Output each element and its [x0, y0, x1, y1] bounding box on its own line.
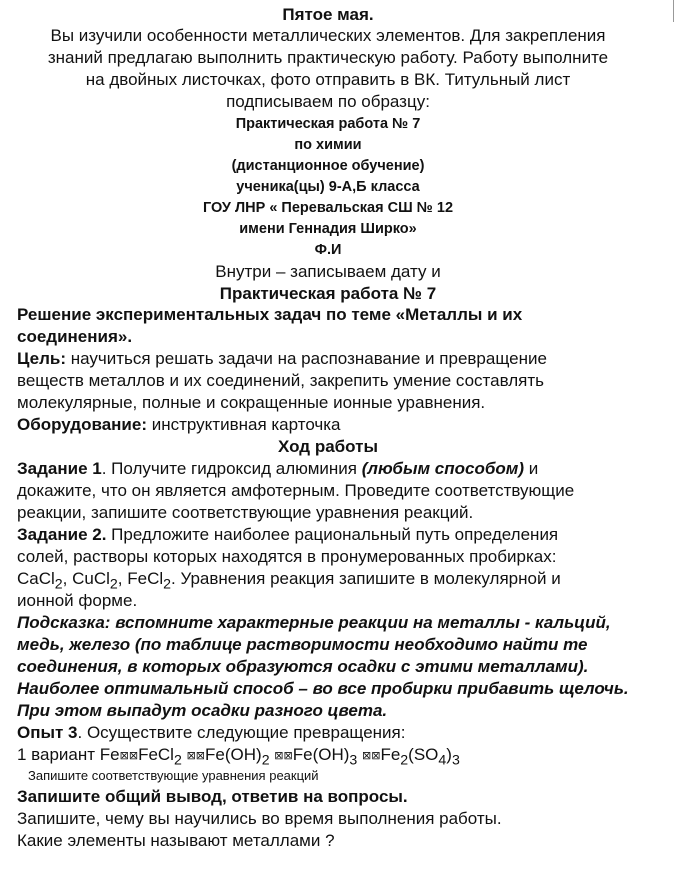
- task2-label: Задание 2.: [17, 525, 107, 544]
- formula-subscript: 2: [400, 752, 409, 769]
- arrow-placeholder-icon: ⊠⊠: [119, 750, 139, 762]
- title-sample-line: (дистанционное обучение): [231, 158, 425, 174]
- formula-subscript: 4: [438, 752, 447, 769]
- inside-note: Внутри – записываем дату и: [215, 262, 441, 281]
- task2-line: ионной форме.: [17, 591, 138, 610]
- arrow-placeholder-icon: ⊠⊠: [362, 750, 381, 762]
- formula-subscript: 2: [109, 576, 118, 593]
- formula-subscript: 3: [349, 752, 358, 769]
- chain-text: Fe(OH): [205, 745, 262, 764]
- question-line: Какие элементы называют металлами ?: [17, 831, 335, 850]
- conclusion-heading: Запишите общий вывод, ответив на вопросы.: [17, 787, 408, 806]
- chain-text: ): [446, 745, 452, 764]
- goal-label: Цель:: [17, 349, 66, 368]
- date-heading: Пятое мая.: [282, 5, 374, 24]
- question-line: Запишите, чему вы научились во время выполнения работы.: [17, 809, 502, 828]
- work-title: Практическая работа № 7: [219, 284, 437, 303]
- task2-text: . Уравнения реакция запишите в молекулярной и: [171, 569, 561, 588]
- formula-subscript: 2: [54, 576, 63, 593]
- formula-text: , CuCl: [62, 569, 110, 588]
- title-sample-line: ученика(цы) 9-А,Б класса: [236, 179, 420, 195]
- title-sample-line: Практическая работа № 7: [235, 116, 421, 132]
- goal-line: веществ металлов и их соединений, закрепить умение составлять: [17, 371, 544, 390]
- intro-line: подписываем по образцу:: [226, 92, 430, 111]
- experiment3-label: Опыт 3: [17, 723, 78, 742]
- formula-subscript: 2: [173, 752, 182, 769]
- formula-subscript: 2: [261, 752, 270, 769]
- experiment3-text: . Осуществите следующие превращения:: [77, 723, 406, 742]
- topic-line: Решение экспериментальных задач по теме «Металлы и их: [17, 305, 523, 324]
- task2-line: [17, 526, 558, 543]
- chain-text: 1 вариант Fe: [17, 745, 120, 764]
- title-sample-line: по химии: [294, 137, 362, 153]
- equipment-text: инструктивная карточка: [147, 415, 341, 434]
- goal-line: [17, 350, 547, 367]
- task1-line: [17, 460, 538, 477]
- arrow-placeholder-icon: ⊠⊠: [274, 750, 293, 762]
- goal-line: молекулярные, полные и сокращенные ионные уравнения.: [17, 393, 486, 412]
- chain-text: Fe(OH): [292, 745, 350, 764]
- equipment-line: [17, 416, 341, 433]
- formula-subscript: 3: [451, 752, 460, 769]
- formula-text: CaCl: [17, 569, 55, 588]
- task1-emphasis: (любым способом): [361, 459, 524, 478]
- chain-text: FeCl: [138, 745, 174, 764]
- intro-line: на двойных листочках, фото отправить в ВК. Титульный лист: [85, 70, 571, 89]
- title-sample-line: ГОУ ЛНР « Перевальская СШ № 12: [202, 200, 454, 216]
- page-corner-line: [673, 0, 674, 22]
- intro-line: знаний предлагаю выполнить практическую работу. Работу выполните: [47, 48, 609, 67]
- topic-line: соединения».: [17, 327, 133, 346]
- goal-text: научиться решать задачи на распознавание и превращение: [66, 349, 547, 368]
- task2-formula-line: [17, 570, 561, 592]
- task2-line: солей, растворы которых находятся в пронумерованных пробирках:: [17, 547, 557, 566]
- reaction-chain: [17, 746, 460, 768]
- intro-line: Вы изучили особенности металлических элементов. Для закрепления: [50, 26, 606, 45]
- title-sample-line: Ф.И: [314, 242, 342, 258]
- hint-line: Подсказка: вспомните характерные реакции на металлы - кальций,: [17, 613, 611, 632]
- task1-label: Задание 1: [17, 459, 102, 478]
- chain-text: Fe: [380, 745, 401, 764]
- formula-subscript: 2: [163, 576, 171, 593]
- task1-line: докажите, что он является амфотерным. Проведите соответствующие: [17, 481, 575, 500]
- arrow-placeholder-icon: ⊠⊠: [186, 750, 206, 762]
- procedure-heading: Ход работы: [278, 437, 378, 456]
- chain-text: (SO: [408, 745, 439, 764]
- hint-line: При этом выпадут осадки разного цвета.: [17, 701, 388, 720]
- title-sample-line: имени Геннадия Ширко»: [239, 221, 417, 237]
- hint-line: медь, железо (по таблице растворимости необходимо найти те: [17, 635, 588, 654]
- task1-line: реакции, запишите соответствующие уравнения реакций.: [17, 503, 474, 522]
- formula-text: , FeCl: [117, 569, 164, 588]
- task1-text-end: и: [523, 459, 539, 478]
- hint-line: Наиболее оптимальный способ – во все пробирки прибавить щелочь.: [17, 679, 629, 698]
- chain-note: Запишите соответствующие уравнения реакций: [28, 768, 319, 783]
- equipment-label: Оборудование:: [17, 415, 147, 434]
- task2-text: Предложите наиболее рациональный путь определения: [106, 525, 559, 544]
- task1-text: . Получите гидроксид алюминия: [101, 459, 362, 478]
- experiment3-line: [17, 724, 405, 741]
- hint-line: соединения, в которых образуются осадки с этими металлами).: [17, 657, 589, 676]
